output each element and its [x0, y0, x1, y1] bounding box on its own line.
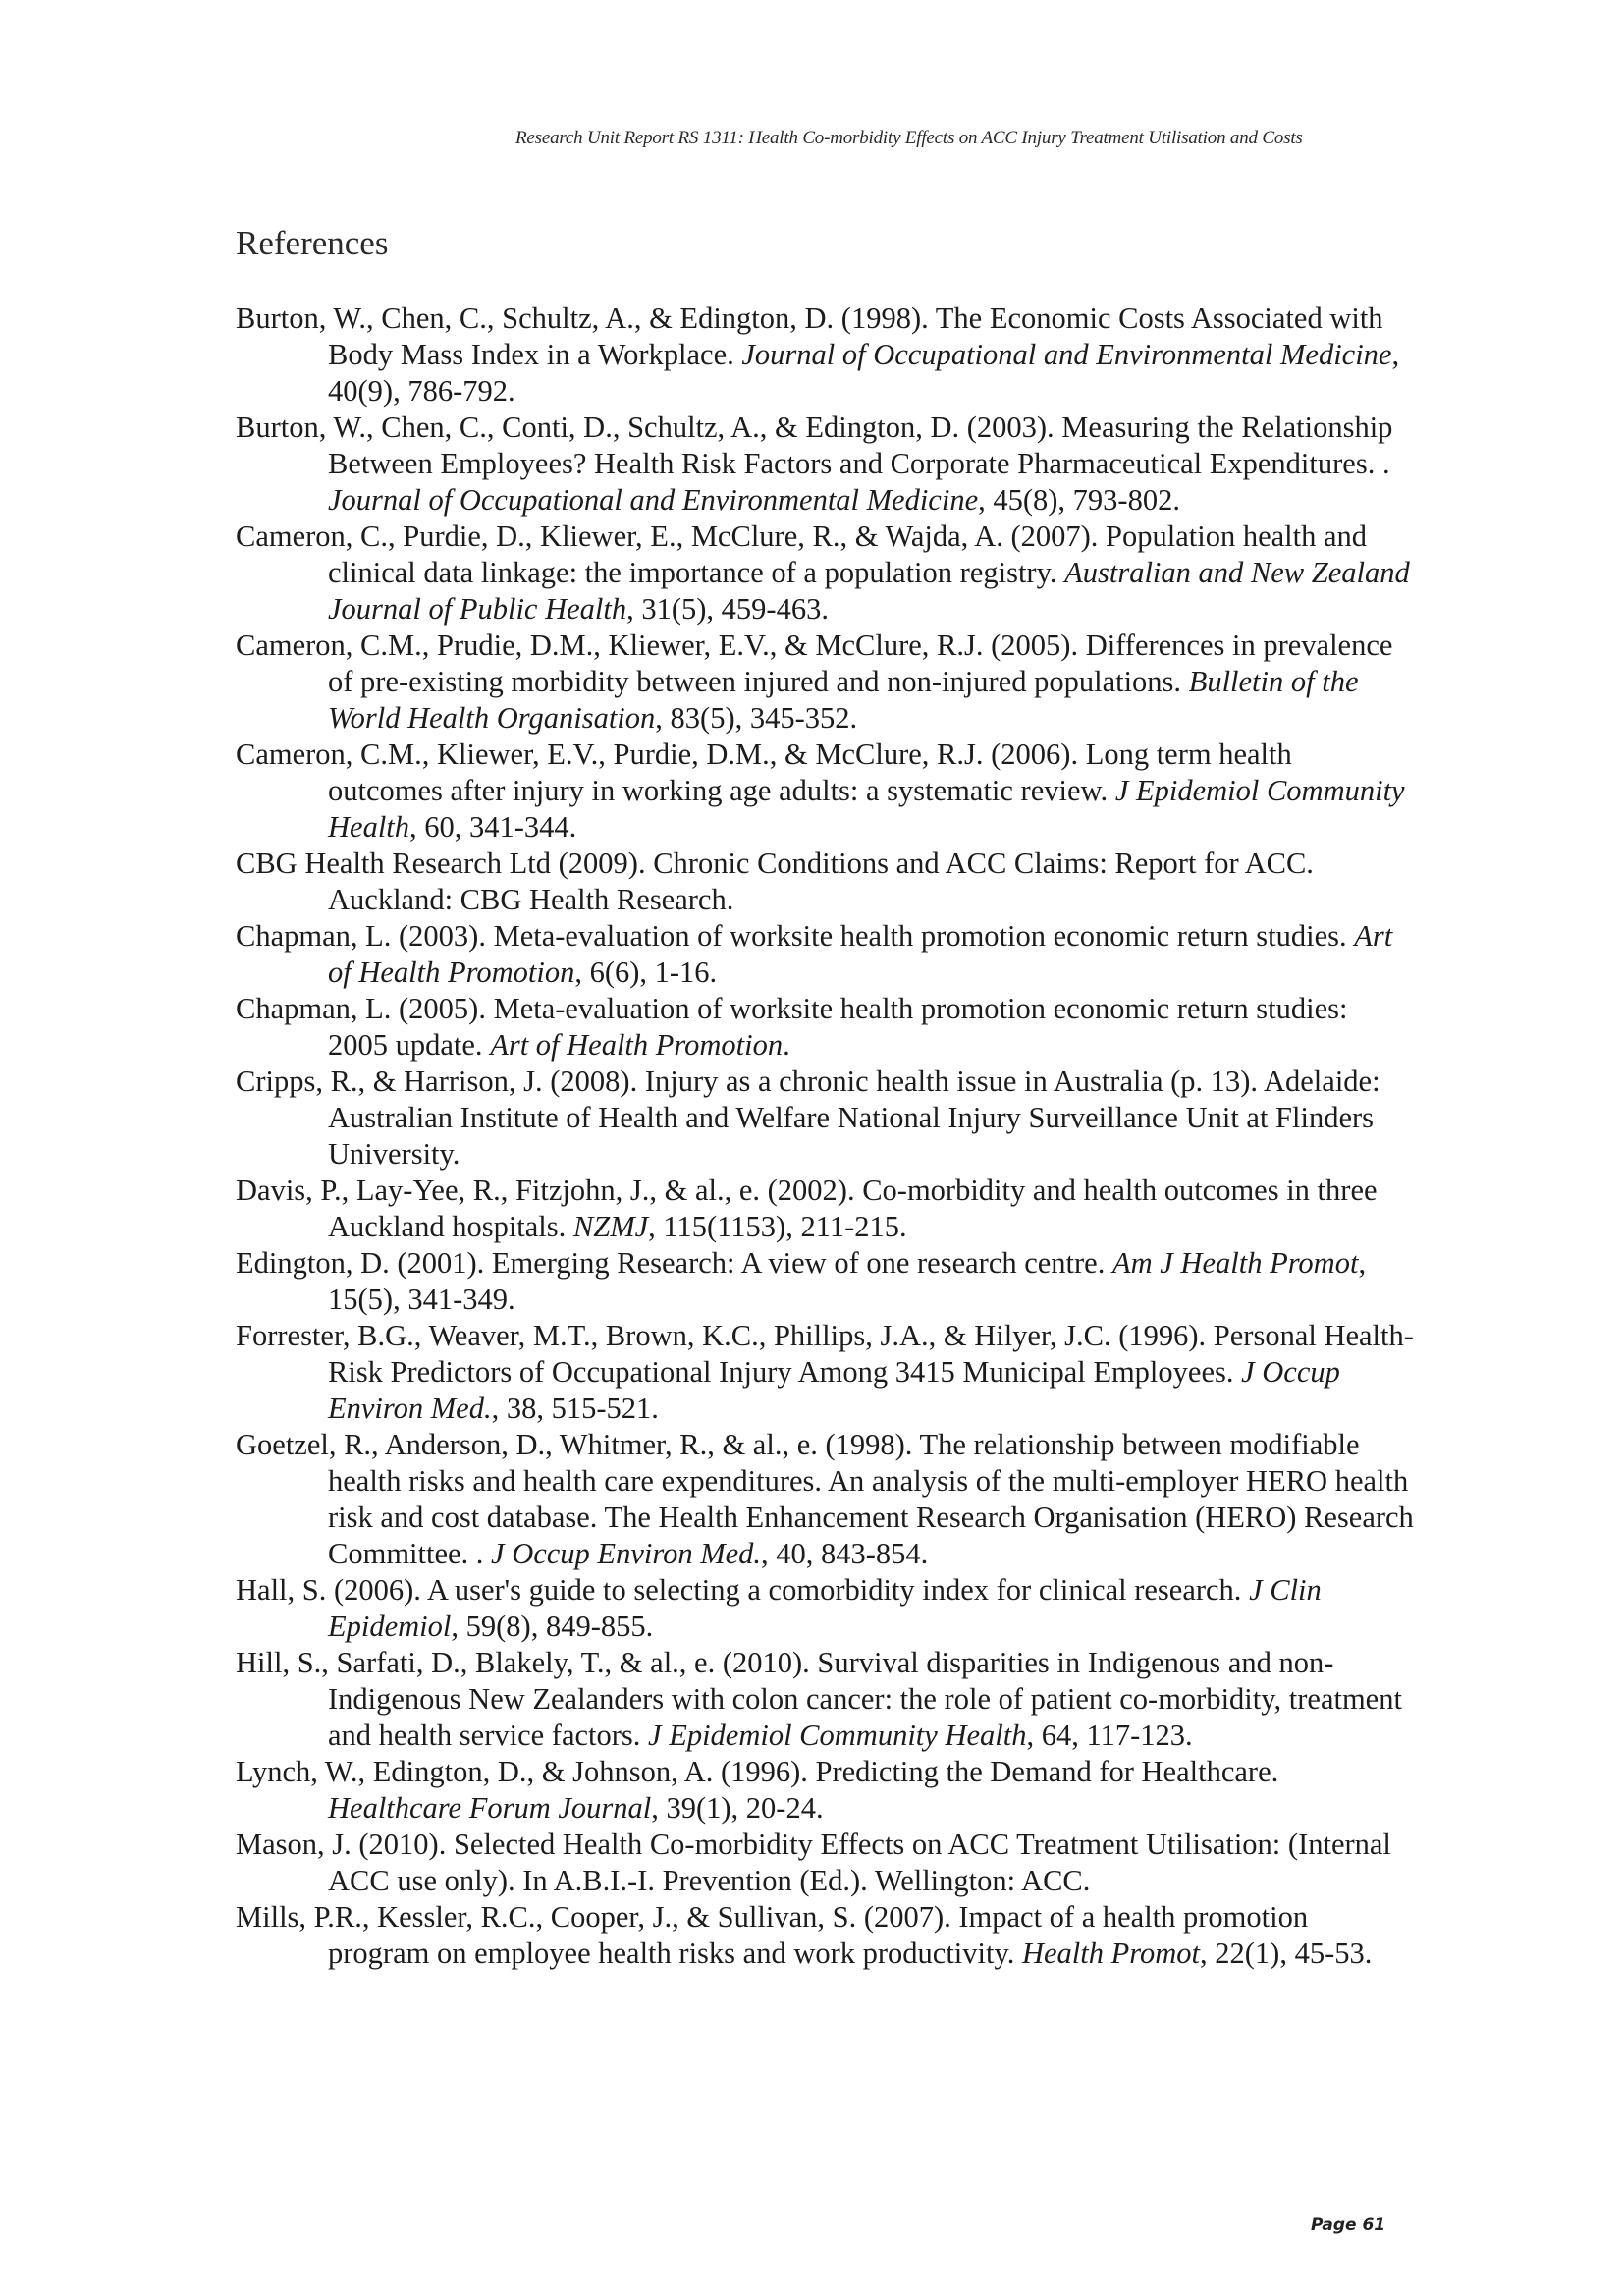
reference-entry	[236, 410, 1414, 519]
reference-list	[236, 301, 1414, 1972]
reference-entry	[236, 991, 1414, 1064]
reference-text: Davis, P., Lay-Yee, R., Fitzjohn, J., & al., e. (2002). Co-morbidity and health outcomes in three Auckland hospitals.	[236, 1174, 1378, 1243]
reference-text: CBG Health Research Ltd (2009). Chronic Conditions and ACC Claims: Report for ACC. Auckland: CBG Health Research.	[236, 847, 1314, 916]
reference-entry	[236, 1064, 1414, 1173]
reference-text: Cameron, C., Purdie, D., Kliewer, E., McClure, R., & Wajda, A. (2007). Population health and clinical data linkage: the importance of a population registry.	[236, 519, 1368, 589]
reference-text: , 83(5), 345-352.	[655, 701, 858, 735]
reference-source: NZMJ	[572, 1210, 649, 1243]
reference-text: .	[783, 1028, 790, 1062]
reference-text: Hall, S. (2006). A user's guide to selecting a comorbidity index for clinical research.	[236, 1573, 1250, 1607]
reference-entry	[236, 737, 1414, 846]
reference-text: , 22(1), 45-53.	[1200, 1937, 1373, 1970]
reference-text: , 39(1), 20-24.	[651, 1791, 824, 1825]
reference-text: Burton, W., Chen, C., Schultz, A., & Edington, D. (1998). The Economic Costs Associated with Body Mass Index in a Workplace.	[236, 301, 1383, 371]
reference-entry	[236, 1754, 1414, 1827]
reference-text: , 15(5), 341-349.	[328, 1246, 1367, 1316]
reference-entry	[236, 1572, 1414, 1645]
reference-text: , 45(8), 793-802.	[978, 483, 1180, 517]
reference-source: Bulletin of the World Health Organisation	[328, 665, 1359, 735]
reference-entry	[236, 918, 1414, 991]
page-number: Page 61	[1311, 2215, 1386, 2235]
reference-text: Hill, S., Sarfati, D., Blakely, T., & al., e. (2010). Survival disparities in Indigenous and non-Indigenous New Zealanders with colon cancer: the role of patient co-morbidity, treatment and health service factors.	[236, 1646, 1402, 1752]
reference-text: Goetzel, R., Anderson, D., Whitmer, R., & al., e. (1998). The relationship between modifiable health risks and health care expenditures. An analysis of the multi-employer HERO health risk and cost database. The Health Enhancement Research Organisation (HERO) Research Committee. .	[236, 1428, 1414, 1570]
reference-entry	[236, 1827, 1414, 1899]
reference-text: Chapman, L. (2005). Meta-evaluation of worksite health promotion economic return studies: 2005 update.	[236, 992, 1348, 1062]
reference-text: Forrester, B.G., Weaver, M.T., Brown, K.C., Phillips, J.A., & Hilyer, J.C. (1996). Personal Health-Risk Predictors of Occupational Injury Among 3415 Municipal Employees.	[236, 1319, 1414, 1389]
reference-entry	[236, 846, 1414, 918]
reference-text: Cripps, R., & Harrison, J. (2008). Injury as a chronic health issue in Australia (p. 13). Adelaide: Australian Institute of Health and Welfare National Injury Surveillance Unit at Flinders University.	[236, 1065, 1380, 1171]
reference-text: Chapman, L. (2003). Meta-evaluation of worksite health promotion economic return studies.	[236, 919, 1355, 953]
reference-text: Burton, W., Chen, C., Conti, D., Schultz, A., & Edington, D. (2003). Measuring the Relationship Between Employees? Health Risk Factors and Corporate Pharmaceutical Expenditures. .	[236, 410, 1393, 480]
reference-entry	[236, 1645, 1414, 1754]
section-heading-references: References	[236, 224, 389, 262]
reference-text: , 59(8), 849-855.	[451, 1610, 654, 1643]
reference-entry	[236, 1427, 1414, 1572]
reference-entry	[236, 1173, 1414, 1245]
reference-source: Journal of Occupational and Environmental Medicine	[741, 338, 1392, 371]
reference-text: , 38, 515-521.	[491, 1392, 659, 1425]
reference-source: Art of Health Promotion	[328, 919, 1393, 989]
reference-entry	[236, 1245, 1414, 1318]
reference-text: , 31(5), 459-463.	[626, 592, 829, 626]
reference-source: Journal of Occupational and Environmental Medicine	[328, 483, 979, 517]
running-header: Research Unit Report RS 1311: Health Co-morbidity Effects on ACC Injury Treatment Utilisation and Costs	[515, 128, 1303, 148]
reference-source: J Epidemiol Community Health	[648, 1719, 1027, 1752]
reference-text: Cameron, C.M., Prudie, D.M., Kliewer, E.V., & McClure, R.J. (2005). Differences in prevalence of pre-existing morbidity between injured and non-injured populations.	[236, 629, 1393, 698]
reference-text: Mills, P.R., Kessler, R.C., Cooper, J., & Sullivan, S. (2007). Impact of a health promotion program on employee health risks and work productivity.	[236, 1900, 1309, 1970]
reference-text: Edington, D. (2001). Emerging Research: A view of one research centre.	[236, 1246, 1112, 1280]
reference-entry	[236, 1899, 1414, 1972]
reference-text: , 40, 843-854.	[761, 1537, 929, 1570]
reference-source: Australian and New Zealand Journal of Public Health	[328, 556, 1410, 626]
reference-text: , 40(9), 786-792.	[328, 338, 1400, 408]
reference-source: Healthcare Forum Journal	[328, 1791, 652, 1825]
reference-source: J Occup Environ Med.	[491, 1537, 762, 1570]
reference-source: Am J Health Promot	[1111, 1246, 1359, 1280]
reference-source: J Epidemiol Community Health	[328, 774, 1405, 844]
reference-text: , 115(1153), 211-215.	[648, 1210, 907, 1243]
reference-text: Cameron, C.M., Kliewer, E.V., Purdie, D.M., & McClure, R.J. (2006). Long term health outcomes after injury in working age adults: a systematic review.	[236, 738, 1292, 807]
reference-entry	[236, 301, 1414, 410]
reference-source: Health Promot	[1021, 1937, 1200, 1970]
reference-entry	[236, 1318, 1414, 1427]
reference-source: J Occup Environ Med.	[328, 1355, 1340, 1425]
reference-source: Art of Health Promotion	[490, 1028, 784, 1062]
reference-text: , 6(6), 1-16.	[574, 956, 718, 989]
reference-text: , 60, 341-344.	[409, 810, 577, 844]
reference-text: Mason, J. (2010). Selected Health Co-morbidity Effects on ACC Treatment Utilisation: (Internal ACC use only). In A.B.I.-I. Prevention (Ed.). Wellington: ACC.	[236, 1828, 1391, 1897]
reference-entry	[236, 628, 1414, 737]
reference-text: , 64, 117-123.	[1026, 1719, 1193, 1752]
reference-text: Lynch, W., Edington, D., & Johnson, A. (1996). Predicting the Demand for Healthcare.	[236, 1755, 1279, 1788]
reference-entry	[236, 519, 1414, 628]
reference-source: J Clin Epidemiol	[328, 1573, 1322, 1643]
